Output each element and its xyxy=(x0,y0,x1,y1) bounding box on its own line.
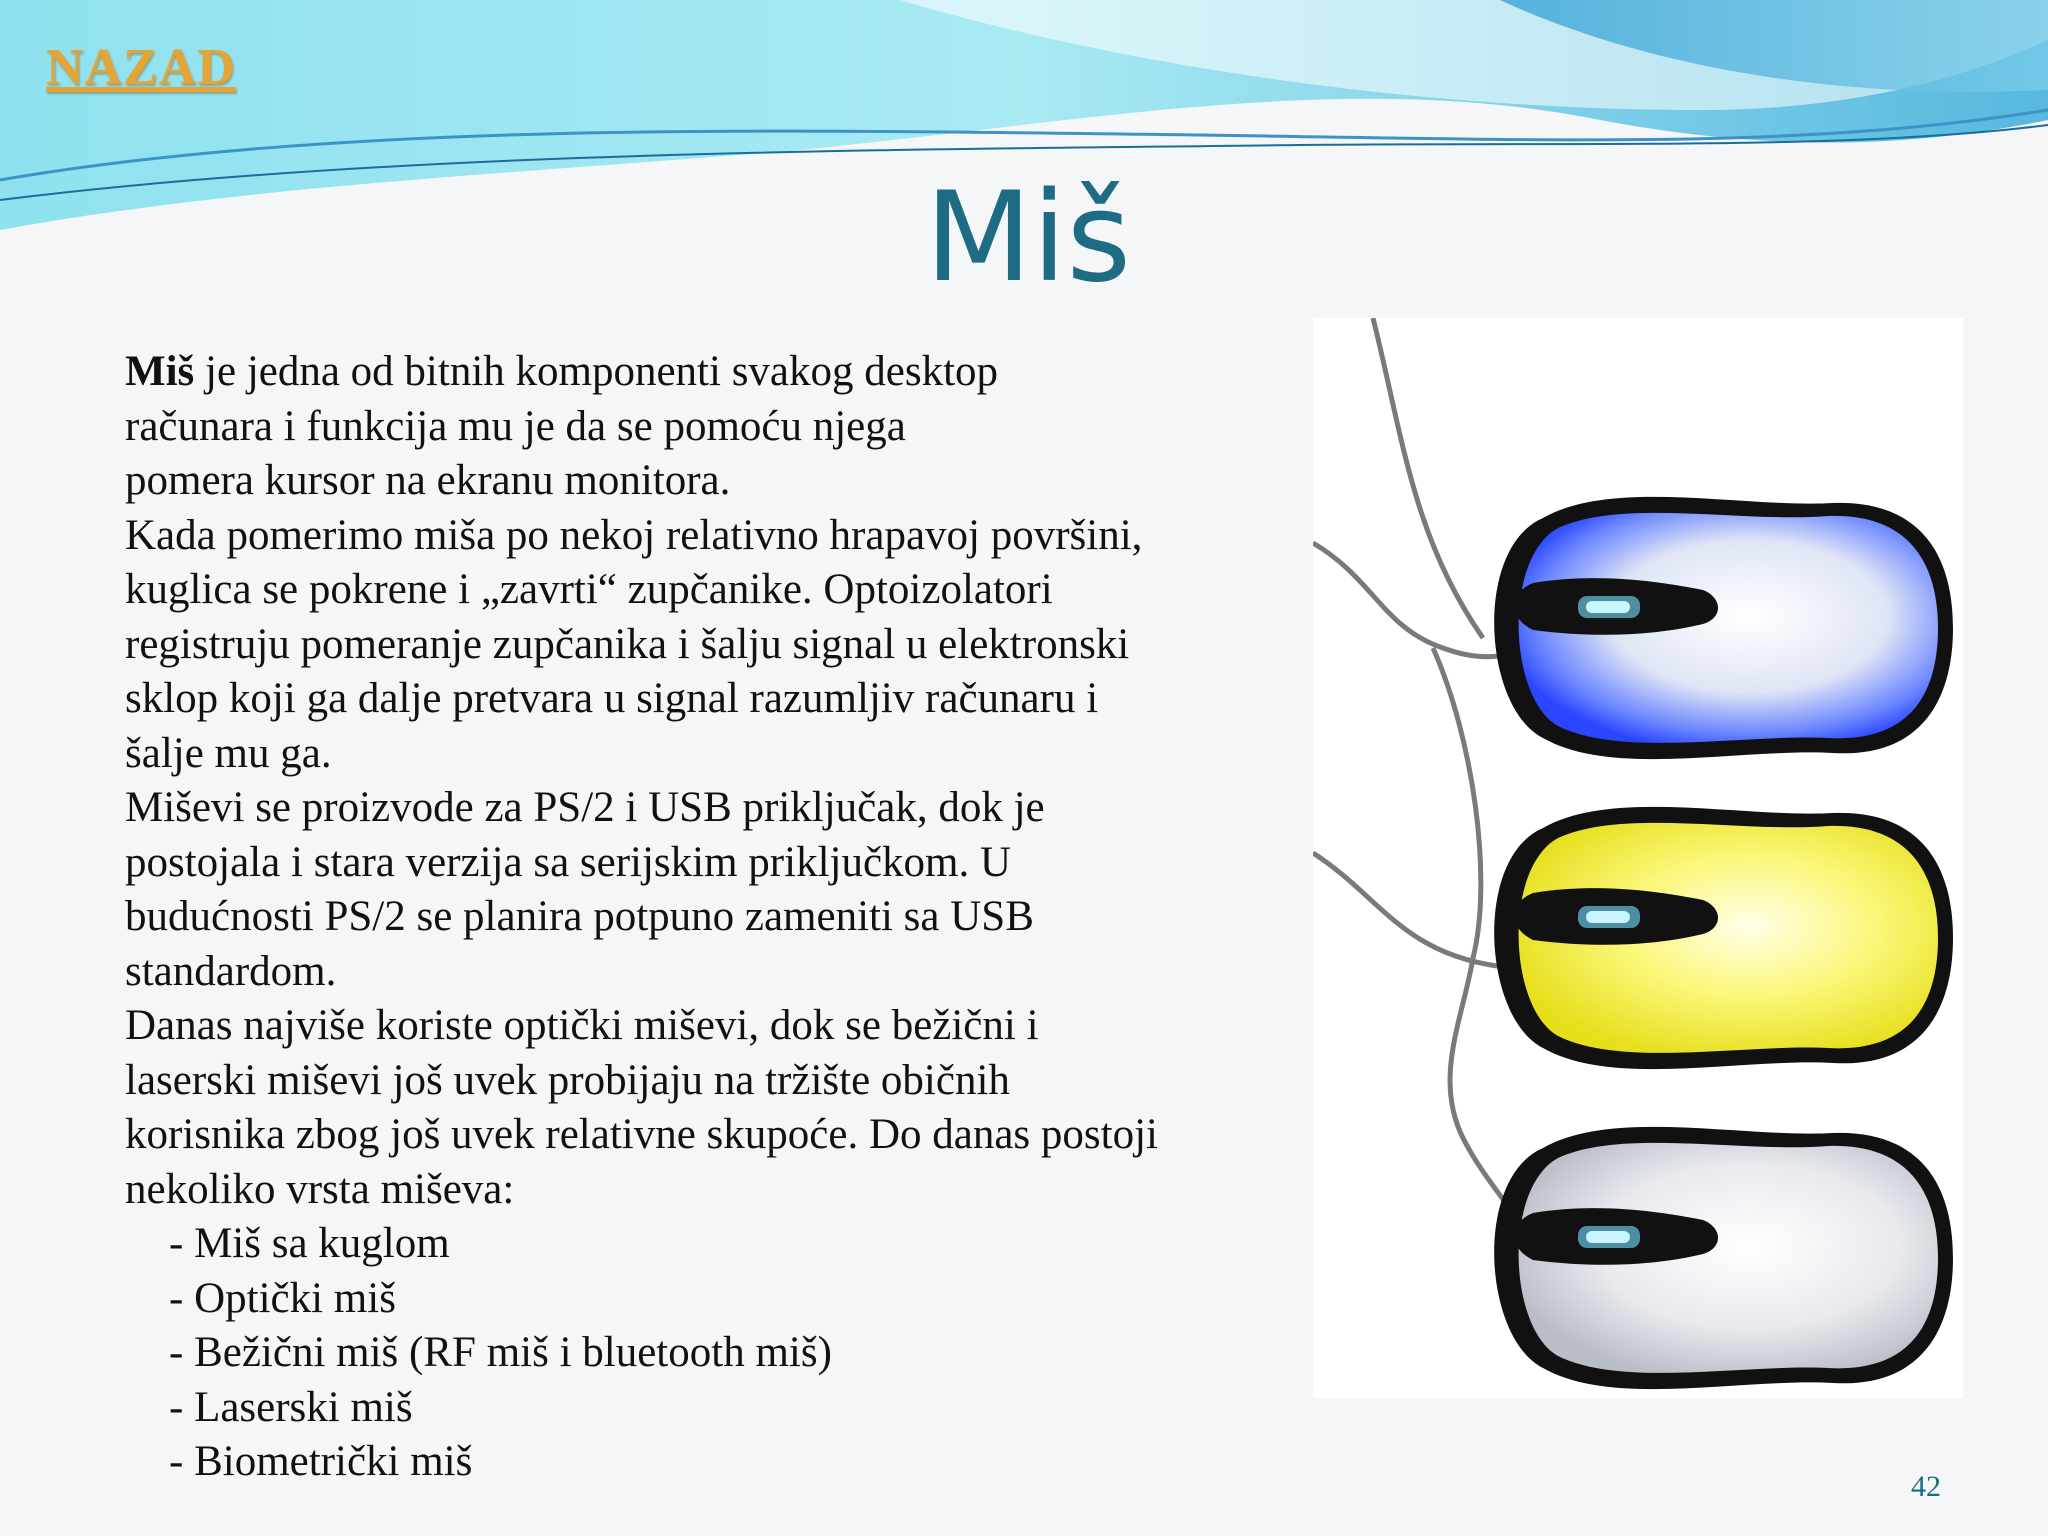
paragraph-connectors xyxy=(125,781,1325,999)
slide-number: 42 xyxy=(1911,1470,1941,1503)
page-title: Miš xyxy=(925,166,1132,310)
body-text xyxy=(125,345,1325,1490)
mice-illustration xyxy=(1313,318,1963,1398)
text-line: nekoliko vrsta miševa: xyxy=(125,1165,515,1213)
text-line: standardom. xyxy=(125,947,337,995)
text-line: je jedna od bitnih komponenti svakog desktop xyxy=(194,348,999,395)
text-line: sklop koji ga dalje pretvara u signal razumljiv računaru i xyxy=(125,675,1099,722)
text-line: računara i funkcija mu je da se pomoću njega xyxy=(125,402,906,450)
mouse-type-list xyxy=(125,1217,1325,1490)
list-item: - Bežični miš (RF miš i bluetooth miš) xyxy=(169,1329,832,1376)
text-line: laserski miševi još uvek probijaju na tržište običnih xyxy=(125,1056,1010,1104)
text-line: pomera kursor na ekranu monitora. xyxy=(125,457,731,504)
silver-mouse xyxy=(1494,1127,1953,1389)
text-line: postojala i stara verzija sa serijskim priključkom. U xyxy=(125,838,1012,886)
mice-image xyxy=(1313,318,1963,1398)
text-line: Danas najviše koriste optički miševi, dok se bežični i xyxy=(125,1002,1039,1049)
text-line: registruju pomeranje zupčanika i šalju signal u elektronski xyxy=(125,620,1130,668)
term-bold: Miš xyxy=(125,348,195,395)
text-line: budućnosti PS/2 se planira potpuno zameniti sa USB xyxy=(125,893,1034,940)
text-line: Kada pomerimo miša po nekoj relativno hrapavoj površini, xyxy=(125,511,1143,559)
yellow-mouse xyxy=(1494,807,1953,1069)
paragraph-mechanism xyxy=(125,509,1325,782)
back-link[interactable]: NAZAD xyxy=(46,39,236,96)
text-line: kuglica se pokrene i „zavrti“ zupčanike. Optoizolatori xyxy=(125,566,1053,613)
text-line: korisnika zbog još uvek relativne skupoće. Do danas postoji xyxy=(125,1111,1158,1158)
paragraph-types xyxy=(125,999,1325,1217)
list-item: - Biometrički miš xyxy=(169,1438,473,1485)
text-line: šalje mu ga. xyxy=(125,729,332,777)
list-item: - Laserski miš xyxy=(169,1383,413,1431)
blue-mouse xyxy=(1494,497,1953,759)
mouse-cable xyxy=(1373,318,1483,638)
list-item: - Miš sa kuglom xyxy=(169,1220,450,1267)
list-item: - Optički miš xyxy=(169,1274,396,1322)
paragraph-intro xyxy=(125,345,1325,509)
text-line: Miševi se proizvode za PS/2 i USB priključak, dok je xyxy=(125,784,1045,831)
